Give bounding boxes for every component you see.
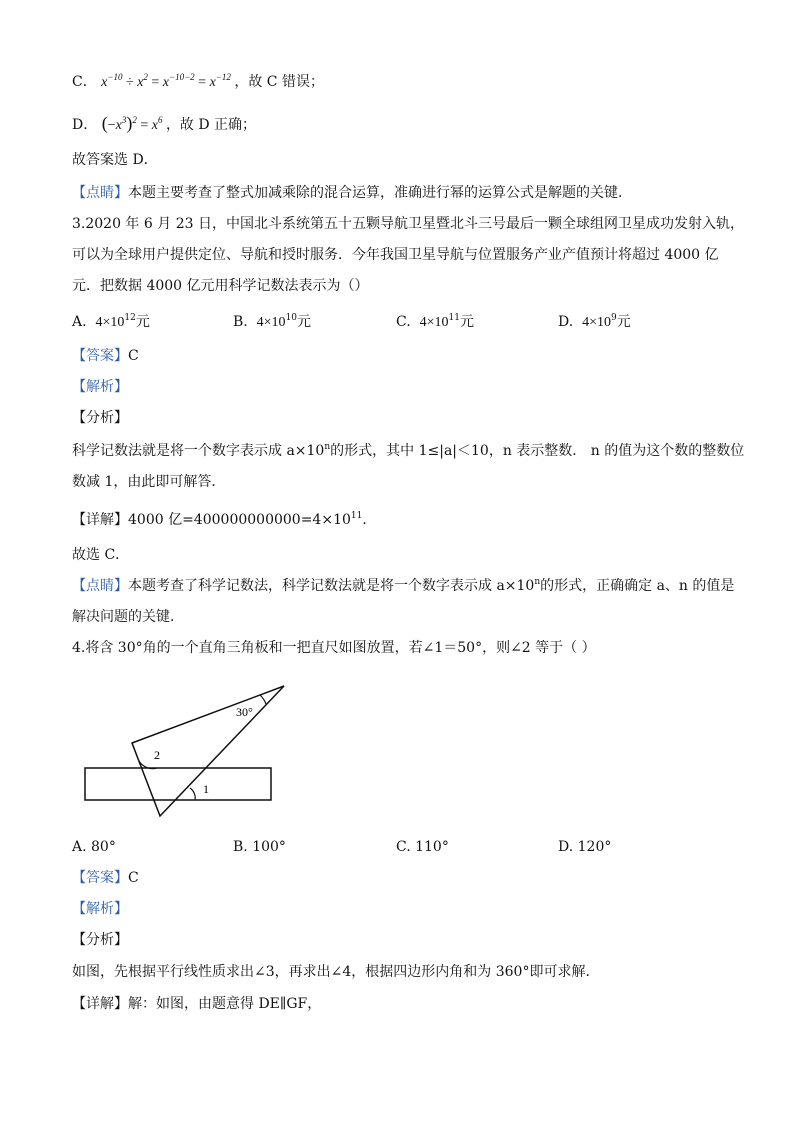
option-d-prefix: D． [72, 117, 98, 133]
prev-tip [72, 183, 632, 203]
q4-option-c: C. 110° [396, 839, 449, 855]
q3-tip-line-2: 解决问题的关键． [72, 609, 184, 625]
option-c-verdict: ，故 C 错误； [234, 74, 324, 90]
q3-fenxi-line-2: 数减 1，由此即可解答． [72, 474, 226, 490]
q3-option-c: C. $4\times 10^{11}$元 [396, 313, 474, 330]
q4-option-d: D. 120° [558, 839, 612, 855]
label-30-degree: 30° [236, 705, 253, 719]
q3-tip-line-1: 【点睛】本题考查了科学记数法，科学记数法就是将一个数字表示成 $a\times 10^n$的形式，正确确定 a、n 的值是 [72, 577, 735, 594]
label-angle-2: 2 [154, 748, 160, 762]
option-c-prefix: C． [72, 74, 97, 90]
q3-stem-line-1: 3.2020 年 6 月 23 日，中国北斗系统第五十五颗导航卫星暨北斗三号最后一颗全球组网卫星成功发射入轨， [72, 216, 744, 232]
q4-option-b: B. 100° [233, 839, 286, 855]
q4-fenxi: 如图，先根据平行线性质求出∠3，再求出∠4，根据四边形内角和为 360°即可求解． [72, 964, 600, 980]
option-d-formula: $(-x^3)^2 = x^6$ [101, 113, 163, 133]
q3-stem-line-2: 可以为全球用户提供定位、导航和授时服务．今年我国卫星导航与位置服务产业产值预计将超过 4000 亿 [72, 247, 719, 263]
ruler-rect [85, 768, 271, 800]
tip-label: 【点睛】 [72, 185, 128, 201]
q4-option-a: A. 80° [72, 839, 116, 855]
q3-fenxi-line-1: 科学记数法就是将一个数字表示成 $a\times 10^n$的形式，其中 1≤|a|＜10，n 表示整数． n 的值为这个数的整数位 [72, 442, 745, 459]
q4-figure [80, 680, 300, 825]
option-c-formula: $x^{-10} \div x^2 = x^{-10-2} = x^{-12}$ [101, 72, 231, 90]
q3-choose: 故选 C． [72, 547, 130, 563]
q4-answer: 【答案】C [72, 870, 139, 886]
angle-30-arc [260, 695, 266, 704]
q3-answer: 【答案】C [72, 348, 139, 364]
q3-option-a: A. $4\times 10^{12}$元 [72, 313, 150, 330]
q3-option-b: B. $4\times 10^{10}$元 [233, 313, 312, 330]
prev-answer-line: 故答案选 D． [72, 152, 158, 168]
option-d-explanation [72, 113, 256, 136]
q4-stem: 4.将含 30°角的一个直角三角板和一把直尺如图放置，若∠1＝50°，则∠2 等于（ ） [72, 640, 596, 656]
q3-fenxi-label: 【分析】 [72, 410, 128, 426]
q3-option-d: D. $4\times 10^9$元 [558, 313, 631, 330]
tip-text: 本题主要考查了整式加减乘除的混合运算，准确进行幂的运算公式是解题的关键． [128, 185, 632, 201]
q4-analysis-label: 【解析】 [72, 901, 128, 917]
q4-detail: 【详解】解：如图，由题意得 DE∥GF， [72, 996, 322, 1012]
option-c-explanation [72, 72, 324, 93]
label-angle-1: 1 [203, 782, 209, 796]
q3-stem-line-3: 元．把数据 4000 亿元用科学记数法表示为（） [72, 278, 369, 294]
option-d-verdict: ，故 D 正确； [165, 117, 257, 133]
q3-analysis-label: 【解析】 [72, 379, 128, 395]
q3-detail: 【详解】4000 亿$=400000000000=4\times 10^{11}$． [72, 511, 377, 528]
q4-fenxi-label: 【分析】 [72, 932, 128, 948]
angle-1-arc [190, 788, 195, 800]
